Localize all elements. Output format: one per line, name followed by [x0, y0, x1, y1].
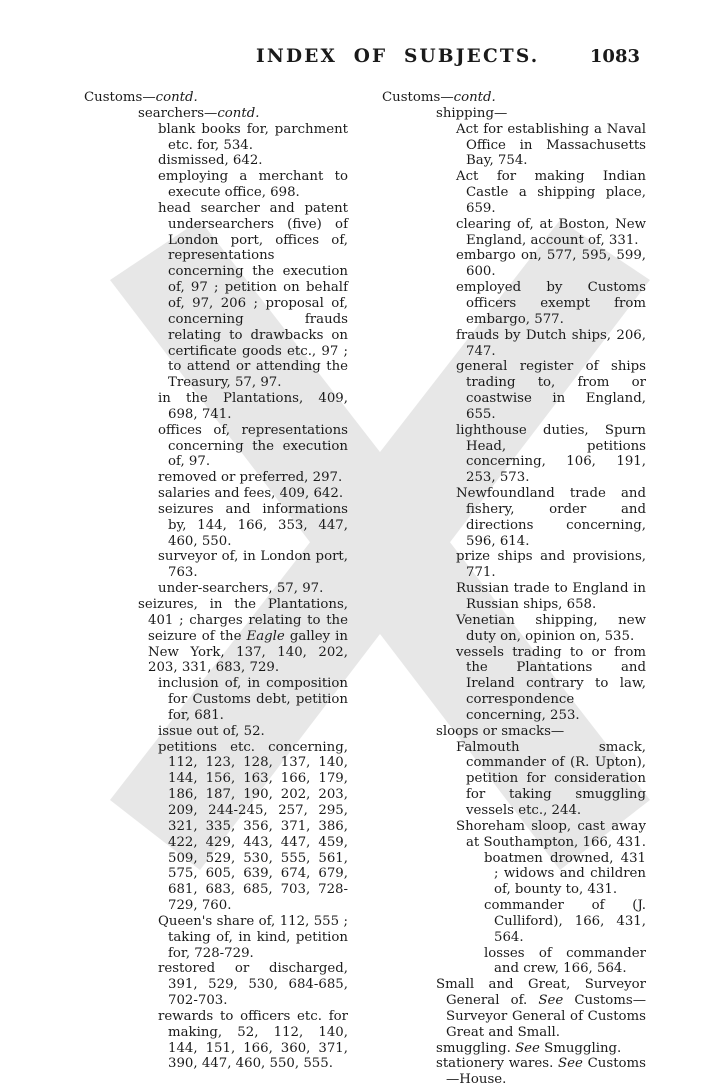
index-entry	[138, 105, 348, 122]
index-entry: embargo on, 577, 595, 599, 600.	[456, 248, 646, 280]
index-entry: petitions etc. concerning, 112, 123, 128, 137, 140, 144, 156, 163, 166, 179, 186, 187, 190, 202, 203, 209, 244-245, 257, 295, 321, 335, 356, 371, 386, 422, 429, 443, 447, 459, 509, 529, 530, 555, 561, 575, 605, 639, 674, 679, 681, 683, 685, 703, 728-729, 760.	[158, 739, 348, 914]
index-entry: head searcher and patent undersearchers (five) of London port, offices of, representations concerning the execution of, 97 ; petition on behalf of, 97, 206 ; proposal of, concerning frauds relating to drawbacks on certificate goods etc., 97 ; to attend or attending the Treasury, 57, 97.	[158, 200, 348, 391]
index-column-right	[382, 90, 646, 1088]
index-entry: rewards to officers etc. for making, 52, 112, 140, 144, 151, 166, 360, 371, 390, 447, 460, 550, 555.	[158, 1008, 348, 1072]
index-entry	[436, 977, 646, 1040]
entry-text: searchers—	[138, 105, 218, 121]
entry-text: Small and Great, Surveyor General of.	[436, 977, 646, 1009]
index-entry: blank books for, parchment etc. for, 534.	[158, 121, 348, 153]
index-entry: losses of commander and crew, 166, 564.	[484, 945, 646, 977]
index-entry: inclusion of, in composition for Customs debt, petition for, 681.	[158, 676, 348, 723]
index-entry: offices of, representations concerning the execution of, 97.	[158, 422, 348, 470]
index-entry	[382, 90, 646, 106]
index-entry	[436, 1056, 646, 1088]
index-entry: sloops or smacks—	[436, 723, 565, 739]
entry-italic: See	[538, 993, 564, 1009]
page-header	[0, 46, 720, 76]
index-column-left	[84, 90, 348, 1072]
index-entry: Queen's share of, 112, 555 ; taking of, in kind, petition for, 728-729.	[158, 913, 348, 961]
entry-italic: See	[558, 1056, 583, 1072]
index-entry: salaries and fees, 409, 642.	[158, 486, 344, 502]
index-entry: Venetian shipping, new duty on, opinion on, 535.	[456, 612, 646, 644]
page-title: INDEX OF SUBJECTS.	[256, 46, 540, 67]
index-entry: employing a merchant to execute office, 698.	[158, 169, 348, 201]
index-entry: Shoreham sloop, cast away at Southampton, 166, 431.	[456, 818, 646, 850]
index-entry: dismissed, 642.	[158, 153, 263, 169]
index-entry: surveyor of, in London port, 763.	[158, 549, 348, 581]
index-entry: issue out of, 52.	[158, 723, 265, 739]
index-entry: restored or discharged, 391, 529, 530, 684-685, 702-703.	[158, 961, 348, 1009]
index-entry: removed or preferred, 297.	[158, 470, 343, 486]
index-entry: Act for making Indian Castle a shipping place, 659.	[456, 169, 646, 216]
entry-text: Smuggling.	[539, 1040, 622, 1056]
entry-italic: contd.	[217, 105, 260, 121]
index-entry: Falmouth smack, commander of (R. Upton), petition for consideration for taking smuggling vessels etc., 244.	[456, 739, 646, 818]
index-entry: lighthouse duties, Spurn Head, petitions concerning, 106, 191, 253, 573.	[456, 422, 646, 486]
index-entry: in the Plantations, 409, 698, 741.	[158, 391, 348, 422]
index-entry: boatmen drowned, 431 ; widows and children of, bounty to, 431.	[484, 850, 646, 898]
index-entry: frauds by Dutch ships, 206, 747.	[456, 327, 646, 359]
index-entry: commander of (J. Culliford), 166, 431, 564.	[484, 898, 646, 945]
page-number: 1083	[589, 46, 640, 67]
entry-italic: contd.	[155, 90, 198, 105]
entry-text: Customs—	[382, 90, 454, 105]
index-entry: Act for establishing a Naval Office in Massachusetts Bay, 754.	[456, 121, 646, 169]
index-entry: Newfoundland trade and fishery, order and directions concerning, 596, 614.	[456, 486, 646, 549]
entry-text: Customs—	[84, 90, 156, 105]
index-entry: under-searchers, 57, 97.	[158, 581, 324, 597]
index-entry: prize ships and provisions, 771.	[456, 549, 646, 581]
entry-text: galley in New York, 137, 140, 202, 203, 331, 683, 729.	[148, 628, 348, 676]
index-entry	[84, 90, 348, 106]
index-entry: general register of ships trading to, from or coastwise in England, 655.	[456, 359, 646, 422]
entry-italic: Eagle	[246, 628, 285, 644]
entry-text: smuggling.	[436, 1040, 516, 1056]
index-entry: clearing of, at Boston, New England, account of, 331.	[456, 216, 646, 248]
entry-text: seizures, in the Plantations, 401 ; charges relating to the seizure of the	[138, 597, 348, 644]
index-entry: seizures and informations by, 144, 166, 353, 447, 460, 550.	[158, 501, 348, 549]
entry-text: stationery wares.	[436, 1056, 559, 1072]
index-entry: vessels trading to or from the Plantations and Ireland contrary to law, correspondence concerning, 253.	[456, 644, 646, 723]
entry-italic: contd.	[453, 90, 496, 105]
index-entry	[436, 1040, 646, 1057]
index-entry: shipping—	[436, 105, 508, 121]
index-entry: Russian trade to England in Russian ships, 658.	[456, 581, 646, 612]
entry-italic: See	[515, 1040, 540, 1056]
entry-text: Customs—Surveyor General of Customs Great and Small.	[446, 993, 646, 1040]
index-entry: employed by Customs officers exempt from embargo, 577.	[456, 280, 646, 327]
index-entry	[138, 597, 348, 676]
entry-text: Customs —House.	[446, 1056, 646, 1088]
